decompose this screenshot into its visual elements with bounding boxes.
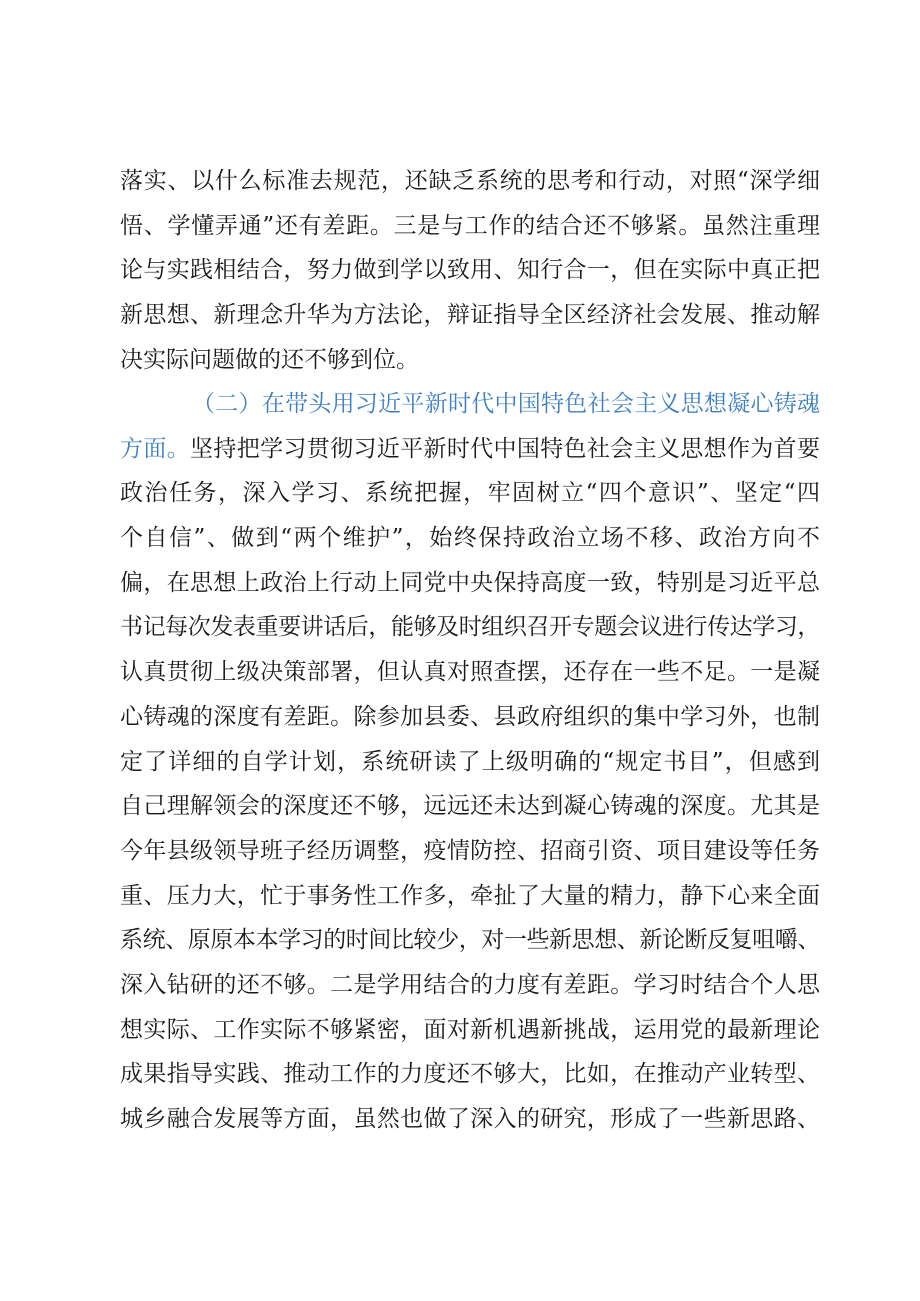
text-line: 今年县级领导班子经历调整，疫情防控、招商引资、项目建设等任务 <box>120 837 820 864</box>
text-line: 系统、原原本本学习的时间比较少，对一些新思想、新论断反复咀嚼、 <box>120 927 820 954</box>
text-line: 心铸魂的深度有差距。除参加县委、县政府组织的集中学习外，也制 <box>120 703 820 730</box>
text-line: 论与实践相结合，努力做到学以致用、知行合一，但在实际中真正把 <box>120 257 820 284</box>
text-line: 重、压力大，忙于事务性工作多，牵扯了大量的精力，静下心来全面 <box>120 882 820 909</box>
text-line: 想实际、工作实际不够紧密，面对新机遇新挑战，运用党的最新理论 <box>120 1016 820 1043</box>
section-heading: （二）在带头用习近平新时代中国特色社会主义思想凝心铸魂 <box>192 391 820 417</box>
text-line: 悟、学懂弄通”还有差距。三是与工作的结合还不够紧。虽然注重理 <box>120 212 820 239</box>
text-line: 个自信”、做到“两个维护”，始终保持政治立场不移、政治方向不 <box>120 525 820 552</box>
text-line: 新思想、新理念升华为方法论，辩证指导全区经济社会发展、推动解 <box>120 302 820 329</box>
text-line: 深入钻研的还不够。二是学用结合的力度有差距。学习时结合个人思 <box>120 971 820 998</box>
text-line: 书记每次发表重要讲话后，能够及时组织召开专题会议进行传达学习， <box>120 614 820 641</box>
paragraph-2 <box>120 382 820 1142</box>
text-line: 偏，在思想上政治上行动上同党中央保持高度一致，特别是习近平总 <box>120 569 820 596</box>
text-line: 城乡融合发展等方面，虽然也做了深入的研究，形成了一些新思路、 <box>120 1106 820 1132</box>
section-heading-end: 方面。 <box>120 435 191 462</box>
text-line: 自己理解领会的深度还不够，远远还未达到凝心铸魂的深度。尤其是 <box>120 793 820 820</box>
text-line <box>120 427 820 472</box>
text-line: 落实、以什么标准去规范，还缺乏系统的思考和行动，对照“深学细 <box>120 168 820 194</box>
text-line: 成果指导实践、推动工作的力度还不够大，比如，在推动产业转型、 <box>120 1061 820 1088</box>
text-line: 认真贯彻上级决策部署，但认真对照查摆，还存在一些不足。一是凝 <box>120 659 820 686</box>
text-line: 决实际问题做的还不够到位。 <box>120 346 419 373</box>
paragraph-1 <box>120 159 820 382</box>
text-line: 政治任务，深入学习、系统把握，牢固树立“四个意识”、坚定“四 <box>120 480 820 507</box>
text-fragment: 坚持把学习贯彻习近平新时代中国特色社会主义思想作为首要 <box>190 435 820 462</box>
text-line: 定了详细的自学计划，系统研读了上级明确的“规定书目”，但感到 <box>120 748 820 775</box>
